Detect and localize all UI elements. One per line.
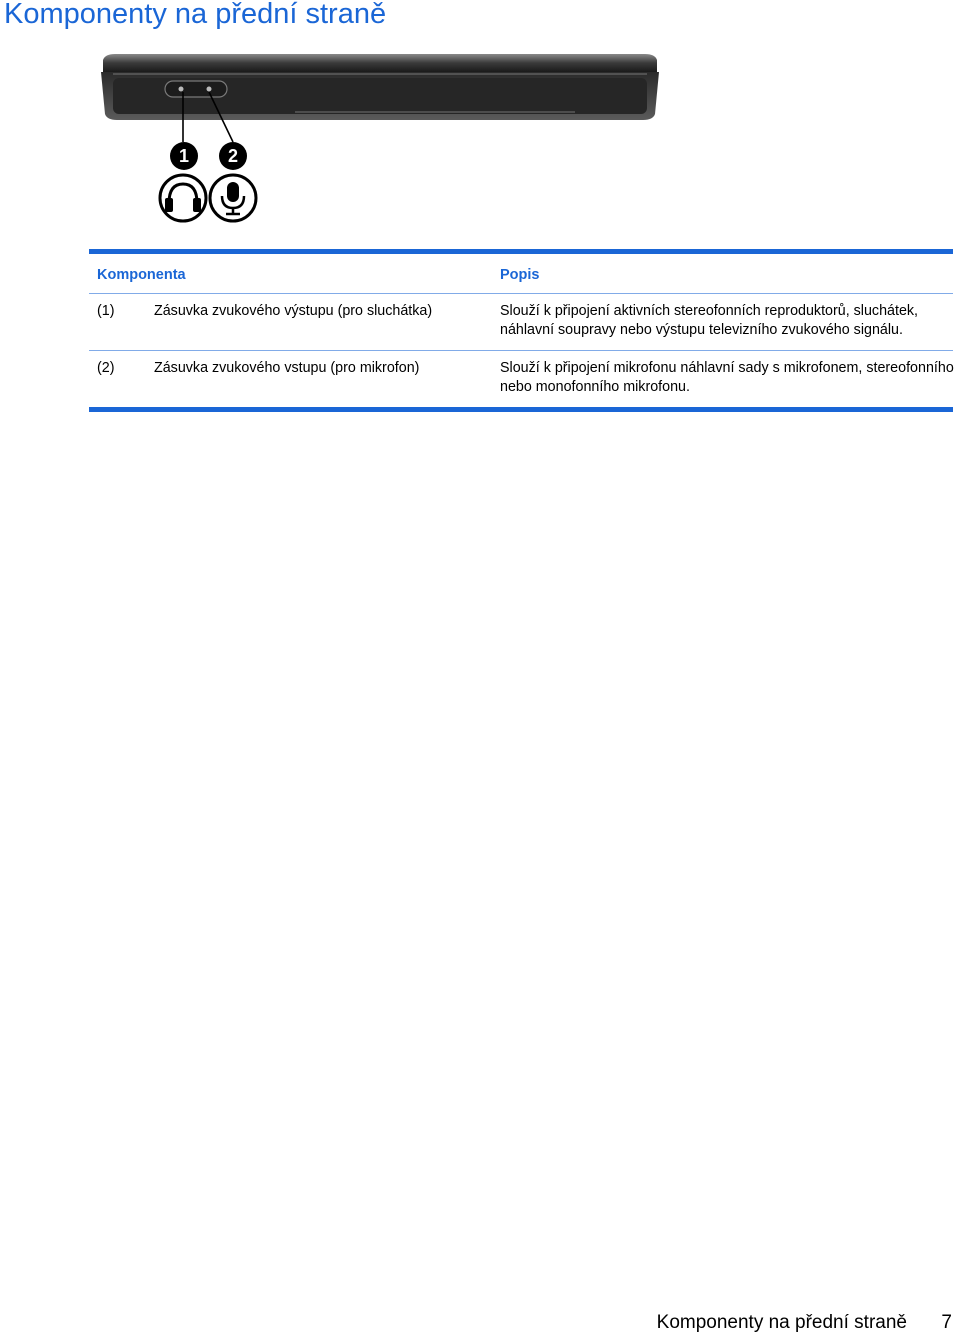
svg-text:2: 2 [227, 146, 239, 166]
footer-section-title: Komponenty na přední straně [656, 1312, 907, 1333]
row-component: Zásuvka zvukového vstupu (pro mikrofon) [154, 360, 420, 376]
row-description: Slouží k připojení aktivních stereofonních reproduktorů, sluchátek, náhlavní soupravy nebo výstupu televizního zvukového signálu. [500, 303, 919, 338]
row-number: (2) [97, 360, 115, 376]
callout-2 [219, 142, 247, 170]
row-number: (1) [97, 303, 115, 319]
row-component: Zásuvka zvukového výstupu (pro sluchátka) [154, 303, 433, 319]
laptop-front-illustration [95, 48, 665, 228]
laptop-lid [103, 54, 657, 72]
row-description: Slouží k připojení mikrofonu náhlavní sady s mikrofonem, stereofonního nebo monofonního mikrofonu. [500, 360, 954, 395]
page-number: 7 [941, 1312, 952, 1333]
table-header [89, 254, 953, 293]
table-row [89, 294, 953, 350]
page-title: Komponenty na přední straně [4, 0, 387, 30]
callout-1 [170, 142, 198, 170]
component-table [89, 249, 953, 412]
table-bottom-rule [89, 407, 953, 412]
header-component: Komponenta [97, 267, 186, 283]
microphone-icon [210, 175, 256, 221]
table-row [89, 351, 953, 407]
headphones-icon [160, 175, 206, 221]
audio-jack-panel [165, 81, 227, 97]
svg-text:1: 1 [178, 146, 190, 166]
header-description: Popis [500, 267, 540, 283]
